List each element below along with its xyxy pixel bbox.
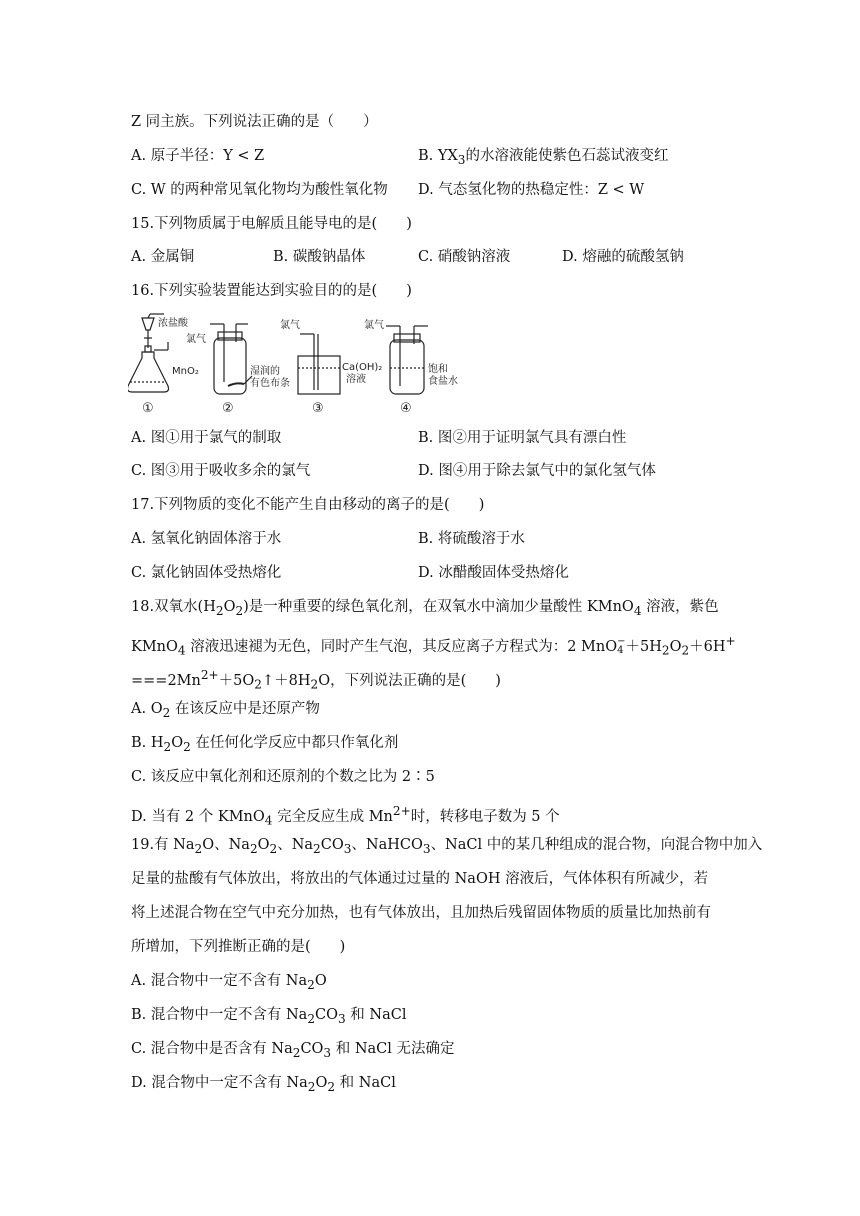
fig-number-2: ② xyxy=(222,401,234,416)
q15-option-a: A. 金属铜 xyxy=(131,249,195,265)
q17-option-b: B. 将硫酸溶于水 xyxy=(418,531,525,547)
q15-stem: 15.下列物质属于电解质且能导电的是( ) xyxy=(131,216,412,232)
label-solution: 溶液 xyxy=(346,374,366,385)
q15-option-d: D. 熔融的硫酸氢钠 xyxy=(562,249,684,265)
q14-option-b: B. $YX_3$的水溶液能使紫色石蕊试液变红 xyxy=(418,148,669,167)
q17-options-row2 xyxy=(131,563,569,583)
label-cloth: 有色布条 xyxy=(250,378,290,389)
q19-stem-line2: 足量的盐酸有气体放出，将放出的气体通过过量的 NaOH 溶液后，气体体积有所减少，若 xyxy=(131,871,709,887)
q19-option-b: B. 混合物中一定不含有 $Na_2CO_3$ 和 NaCl xyxy=(131,1007,407,1026)
q17-stem: 17.下列物质的变化不能产生自由移动的离子的是( ) xyxy=(131,497,485,513)
q14-stem: Z 同主族。下列说法正确的是（ ） xyxy=(131,114,378,130)
q16-options-row1 xyxy=(131,428,627,448)
fig-number-1: ① xyxy=(142,401,154,416)
q18-stem-line3: $===2Mn^{2+}+5O_2↑+8H_2O$，下列说法正确的是( ) xyxy=(131,668,501,692)
q19-stem-line3: 将上述混合物在空气中充分加热，也有气体放出，且加热后残留固体物质的质量比加热前有 xyxy=(131,905,711,921)
label-wet: 湿润的 xyxy=(250,366,280,377)
q19-stem-line1: 19.有 $Na_2O$、$Na_2O_2$、$Na_2CO_3$、NaHCO$_3$、NaCl 中的某几种组成的混合物，向混合物中加入 xyxy=(131,837,763,856)
q18-option-a: A. $O_2$ 在该反应中是还原产物 xyxy=(131,701,320,720)
q17-option-d: D. 冰醋酸固体受热熔化 xyxy=(418,565,569,581)
funnel-bulb xyxy=(142,318,154,330)
fig-number-3: ③ xyxy=(312,401,324,416)
q18-stem-line1: 18.双氧水$(H_2O_2)$是一种重要的绿色氧化剂，在双氧水中滴加少量酸性 KMnO$_4$ 溶液，紫色 xyxy=(131,599,719,618)
q17-option-c: C. 氯化钠固体受热熔化 xyxy=(131,565,282,581)
label-chlorine-3: 氯气 xyxy=(280,320,300,331)
label-caoh2: Ca(OH)₂ xyxy=(342,362,383,373)
q14-options-row1 xyxy=(131,146,669,167)
q14-options-row2 xyxy=(131,180,645,200)
label-conc-hcl: 浓盐酸 xyxy=(158,318,188,329)
q14-option-a: A. 原子半径：Y < Z xyxy=(131,148,265,164)
q19-stem-line4: 所增加，下列推断正确的是( ) xyxy=(131,939,346,955)
q16-stem: 16.下列实验装置能达到实验目的的是( ) xyxy=(131,283,412,299)
q14-option-c: C. W 的两种常见氧化物均为酸性氧化物 xyxy=(131,182,388,198)
beaker-3 xyxy=(298,356,340,394)
q17-options-row1 xyxy=(131,529,525,549)
q18-stem-line2: KMnO$_4$ 溶液迅速褪为无色，同时产生气泡，其反应离子方程式为：2 MnO − 4 $+5H_2O_2+6H^+$ xyxy=(131,634,736,658)
q19-option-d: D. 混合物中一定不含有 $Na_2O_2$ 和 NaCl xyxy=(131,1075,396,1094)
q18-option-d: D. 当有 2 个 KMnO$_4$ 完全反应生成 $Mn^{2+}$时，转移电子数为 5 个 xyxy=(131,804,560,828)
label-saturated: 饱和 xyxy=(428,364,448,375)
q18-option-b: B. $H_2O_2$ 在任何化学反应中都只作氧化剂 xyxy=(131,735,399,754)
q16-apparatus-figure xyxy=(128,312,468,416)
label-mno2: MnO₂ xyxy=(172,366,199,377)
conical-flask xyxy=(128,352,169,392)
q15-option-b: B. 碳酸钠晶体 xyxy=(273,249,366,265)
q16-option-d: D. 图④用于除去氯气中的氯化氢气体 xyxy=(418,463,656,479)
q16-option-b: B. 图②用于证明氯气具有漂白性 xyxy=(418,430,627,446)
q16-options-row2 xyxy=(131,461,656,481)
q19-option-c: C. 混合物中是否含有 $Na_2CO_3$ 和 NaCl 无法确定 xyxy=(131,1041,455,1060)
q18-option-c: C. 该反应中氧化剂和还原剂的个数之比为 2∶5 xyxy=(131,769,435,785)
q19-option-a: A. 混合物中一定不含有 $Na_2O$ xyxy=(131,973,327,992)
gas-bottle-4 xyxy=(390,340,424,394)
label-chlorine-2: 氯气 xyxy=(186,334,206,345)
q17-option-a: A. 氢氧化钠固体溶于水 xyxy=(131,531,282,547)
fig-number-4: ④ xyxy=(400,401,412,416)
label-brine: 食盐水 xyxy=(428,376,458,387)
q16-option-c: C. 图③用于吸收多余的氯气 xyxy=(131,463,311,479)
q15-option-c: C. 硝酸钠溶液 xyxy=(418,249,511,265)
label-chlorine-4: 氯气 xyxy=(364,320,384,331)
q16-option-a: A. 图①用于氯气的制取 xyxy=(131,430,282,446)
q14-option-d: D. 气态氢化物的热稳定性：Z < W xyxy=(418,182,645,198)
